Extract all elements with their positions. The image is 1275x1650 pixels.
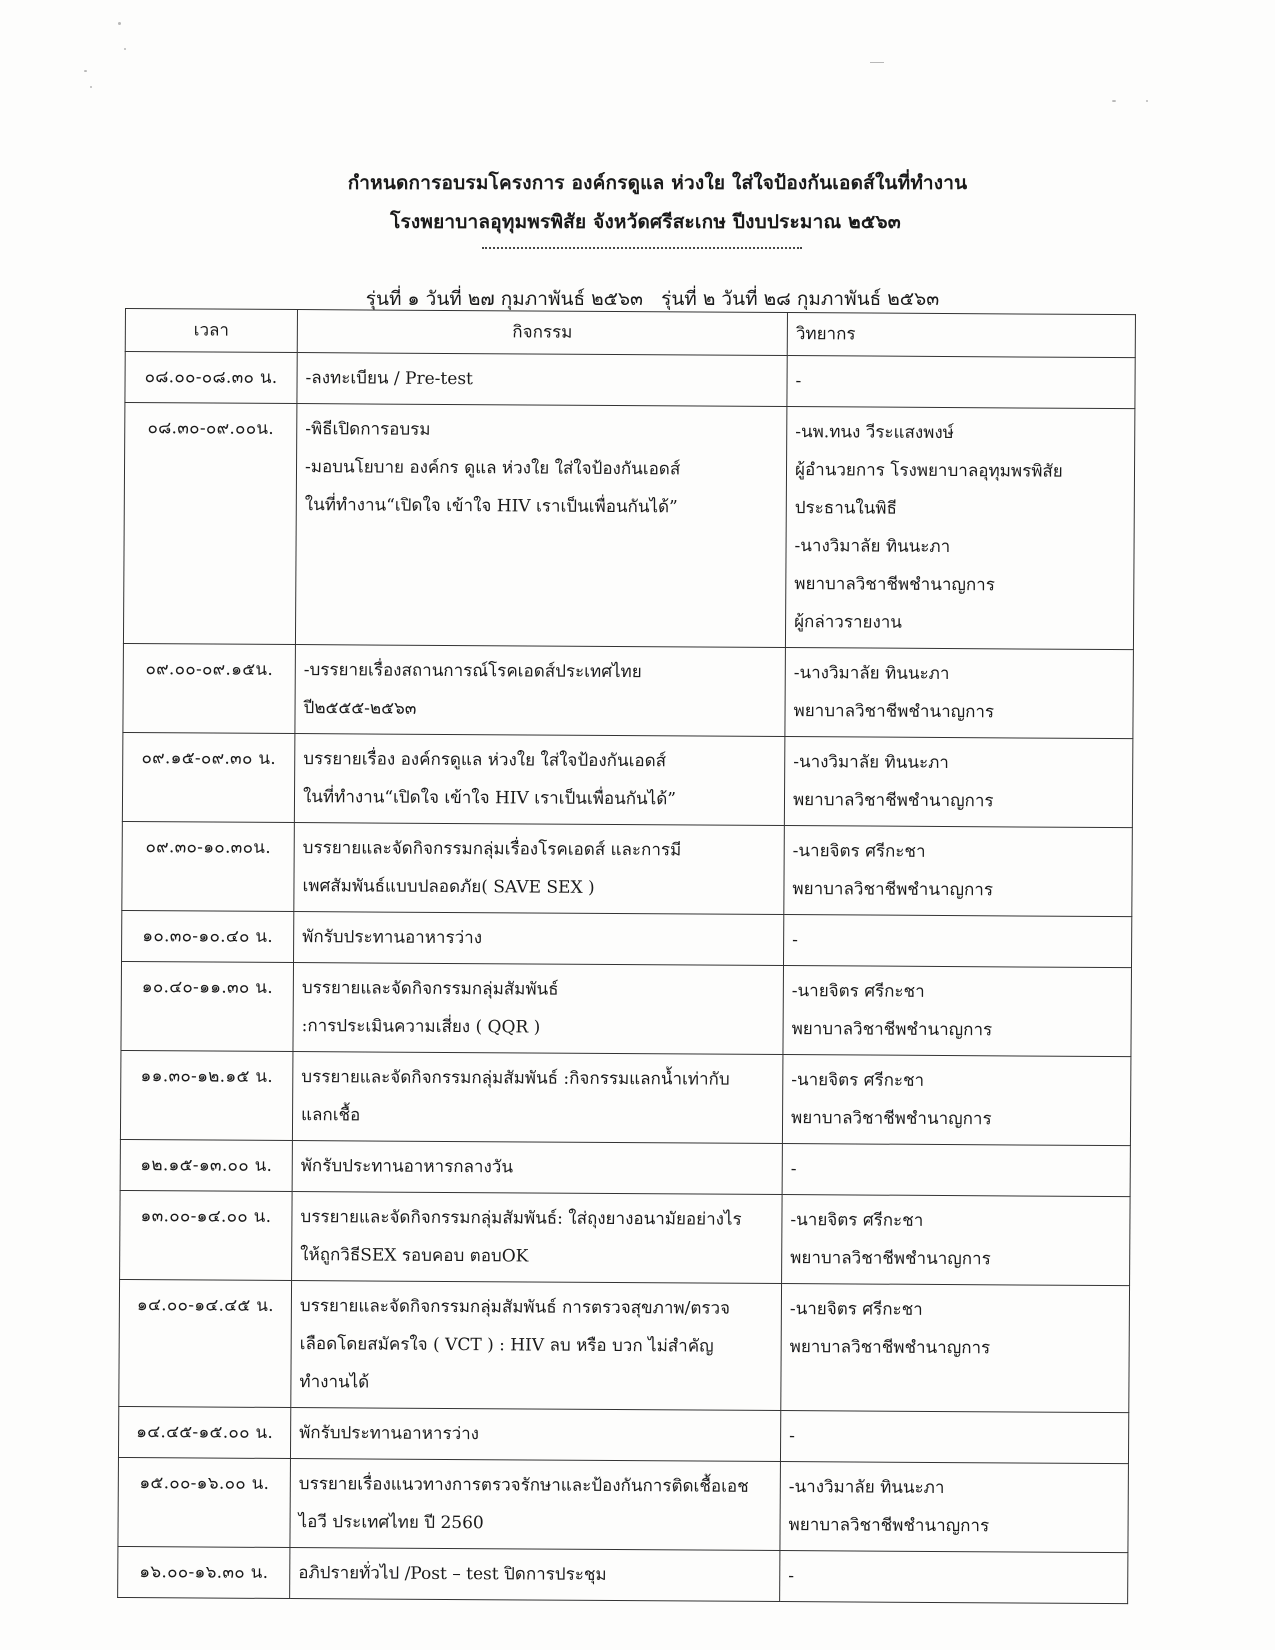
- speaker-line: ผู้อำนวยการ โรงพยาบาลอุทุมพรพิสัย: [794, 460, 1063, 482]
- time-cell: ๐๘.๐๐-๐๘.๓๐ น.: [125, 352, 297, 404]
- activity-cell: [290, 1408, 780, 1462]
- table-row: [120, 1139, 1130, 1196]
- scan-speck: [124, 48, 126, 50]
- activity-line: บรรยายและจัดกิจกรรมกลุ่มสัมพันธ์ การตรวจสุขภาพ/ตรวจ: [299, 1296, 731, 1319]
- speaker-line: -นายจิตร ศรีกะชา: [791, 1070, 925, 1091]
- table-row: [121, 961, 1132, 1056]
- scan-speck: [90, 86, 92, 88]
- dotted-separator: [482, 247, 802, 249]
- table-row: [119, 1279, 1130, 1412]
- activity-cell: [294, 912, 784, 966]
- activity-line: -มอบนโยบาย องค์กร ดูแล ห่วงใย ใส่ใจป้องกันเอดส์: [304, 457, 681, 480]
- activity-cell: [295, 645, 786, 737]
- schedule-body: [118, 352, 1136, 1604]
- table-row: [123, 643, 1134, 738]
- time-cell: ๑๒.๑๕-๑๓.๐๐ น.: [120, 1139, 292, 1191]
- speaker-cell: [782, 1195, 1131, 1286]
- scan-speck: [1146, 100, 1148, 102]
- table-header-row: [125, 309, 1135, 358]
- table-row: [120, 1050, 1131, 1145]
- activity-line: ในที่ทำงาน“เปิดใจ เข้าใจ HIV เราเป็นเพื่อนกันได้”: [304, 495, 678, 518]
- table-row: [122, 910, 1132, 967]
- schedule-table: [117, 308, 1136, 1604]
- time-cell: ๑๕.๐๐-๑๖.๐๐ น.: [118, 1457, 291, 1547]
- activity-line: เลือดโดยสมัครใจ ( VCT ) : HIV ลบ หรือ บวก ไม่สำคัญ: [299, 1334, 714, 1357]
- speaker-cell: [782, 1144, 1130, 1197]
- activity-line: :การประเมินความเสี่ยง ( QQR ): [301, 1016, 541, 1038]
- activity-line: -พิธีเปิดการอบรม: [305, 419, 431, 440]
- speaker-line: -นางวิมาลัย ทินนะภา: [793, 663, 950, 685]
- speaker-line: พยาบาลวิชาชีพชำนาญการ: [792, 879, 994, 901]
- activity-cell: [292, 1141, 782, 1195]
- activity-line: -ลงทะเบียน / Pre-test: [305, 368, 473, 390]
- time-cell: ๑๔.๐๐-๑๔.๔๕ น.: [119, 1279, 292, 1407]
- table-row: [122, 732, 1133, 827]
- table-row: [120, 1190, 1131, 1285]
- scan-speck: [84, 70, 87, 72]
- activity-line: บรรยายและจัดกิจกรรมกลุ่มสัมพันธ์ :กิจกรรมแลกน้ำเท่ากับ: [301, 1067, 730, 1090]
- speaker-cell: [780, 1411, 1128, 1464]
- document-subtitle: โรงพยาบาลอุทุมพรพิสัย จังหวัดศรีสะเกษ ปีงบประมาณ ๒๕๖๓: [390, 211, 901, 233]
- activity-line: -บรรยายเรื่องสถานการณ์โรคเอดส์ประเทศไทย: [303, 660, 642, 683]
- activity-line: บรรยายและจัดกิจกรรมกลุ่มเรื่องโรคเอดส์ และการมี: [302, 838, 682, 861]
- time-cell: ๐๙.๐๐-๐๙.๑๕น.: [123, 643, 296, 733]
- header-speaker: วิทยากร: [787, 313, 1135, 358]
- speaker-line: -นางวิมาลัย ทินนะภา: [794, 536, 951, 558]
- time-cell: ๑๓.๐๐-๑๔.๐๐ น.: [120, 1190, 293, 1280]
- activity-line: ปี๒๕๕๕-๒๕๖๓: [303, 698, 417, 719]
- activity-line: ให้ถูกวิธีSEX รอบคอบ ตอบOK: [300, 1245, 529, 1267]
- activity-cell: [294, 823, 785, 915]
- speaker-line: พยาบาลวิชาชีพชำนาญการ: [793, 701, 995, 723]
- speaker-line: พยาบาลวิชาชีพชำนาญการ: [791, 1108, 992, 1130]
- time-cell: ๑๖.๐๐-๑๖.๓๐ น.: [118, 1546, 290, 1598]
- activity-cell: [290, 1548, 780, 1602]
- activity-line: ทำงานได้: [299, 1372, 370, 1393]
- speaker-line: พยาบาลวิชาชีพชำนาญการ: [789, 1337, 991, 1359]
- batch-1-date: รุ่นที่ ๑ วันที่ ๒๗ กุมภาพันธ์ ๒๕๖๓: [365, 288, 644, 310]
- speaker-cell: [780, 1462, 1129, 1553]
- time-cell: ๑๐.๓๐-๑๐.๔๐ น.: [122, 910, 294, 962]
- table-row: [125, 352, 1135, 409]
- speaker-cell: [785, 648, 1134, 739]
- activity-line: พักรับประทานอาหารกลางวัน: [300, 1156, 514, 1178]
- batch-2-date: รุ่นที่ ๒ วันที่ ๒๘ กุมภาพันธ์ ๒๕๖๓: [661, 288, 940, 310]
- time-cell: ๐๘.๓๐-๐๙.๐๐น.: [123, 403, 296, 645]
- activity-cell: [291, 1281, 782, 1411]
- speaker-cell: [783, 966, 1132, 1057]
- speaker-line: -นายจิตร ศรีกะชา: [791, 981, 925, 1002]
- activity-cell: [290, 1459, 781, 1551]
- activity-line: เพศสัมพันธ์แบบปลอดภัย( SAVE SEX ): [302, 876, 595, 898]
- speaker-line: -นางวิมาลัย ทินนะภา: [793, 752, 949, 774]
- activity-line: อภิปรายทั่วไป /Post – test ปิดการประชุม: [298, 1563, 607, 1585]
- table-row: [122, 821, 1133, 916]
- time-cell: ๑๑.๓๐-๑๒.๑๕ น.: [120, 1050, 293, 1140]
- activity-line: ในที่ทำงาน“เปิดใจ เข้าใจ HIV เราเป็นเพื่อนกันได้”: [302, 787, 677, 810]
- activity-line: ไอวี ประเทศไทย ปี 2560: [298, 1512, 484, 1534]
- document-title: กำหนดการอบรมโครงการ องค์กรดูแล ห่วงใย ใส่ใจป้องกันเอดส์ในที่ทำงาน: [347, 172, 968, 194]
- speaker-line: ประธานในพิธี: [794, 498, 897, 519]
- scan-speck: [118, 22, 121, 25]
- activity-cell: [295, 404, 786, 648]
- header-time: เวลา: [125, 309, 297, 353]
- activity-cell: [297, 353, 787, 407]
- speaker-cell: [780, 1551, 1128, 1604]
- scan-speck: [1112, 100, 1116, 102]
- activity-cell: [294, 734, 785, 826]
- activity-line: บรรยายและจัดกิจกรรมกลุ่มสัมพันธ์: ใส่ถุงยางอนามัยอย่างไร: [300, 1207, 742, 1230]
- activity-cell: [292, 1192, 783, 1284]
- speaker-line: -: [789, 1426, 795, 1447]
- speaker-line: -นายจิตร ศรีกะชา: [789, 1299, 923, 1320]
- speaker-line: พยาบาลวิชาชีพชำนาญการ: [788, 1515, 990, 1537]
- time-cell: ๑๔.๔๕-๑๕.๐๐ น.: [118, 1406, 290, 1458]
- table-row: [123, 403, 1134, 650]
- speaker-cell: [787, 356, 1135, 409]
- table-row: [118, 1546, 1128, 1603]
- table-row: [118, 1406, 1128, 1463]
- speaker-line: ผู้กล่าวรายงาน: [794, 612, 903, 633]
- speaker-line: พยาบาลวิชาชีพชำนาญการ: [791, 1019, 993, 1041]
- speaker-line: -นายจิตร ศรีกะชา: [792, 841, 926, 862]
- speaker-line: -นพ.ทนง วีระแสงพงษ์: [795, 422, 954, 444]
- activity-line: บรรยายเรื่องแนวทางการตรวจรักษาและป้องกันการติดเชื้อเอช: [298, 1474, 749, 1497]
- activity-line: พักรับประทานอาหารว่าง: [299, 1423, 480, 1445]
- speaker-cell: [785, 407, 1134, 650]
- activity-line: พักรับประทานอาหารว่าง: [302, 927, 483, 949]
- speaker-cell: [784, 737, 1133, 828]
- header-activity: กิจกรรม: [297, 310, 787, 356]
- time-cell: ๐๙.๑๕-๐๙.๓๐ น.: [122, 732, 295, 822]
- speaker-line: พยาบาลวิชาชีพชำนาญการ: [790, 1248, 991, 1270]
- speaker-line: -: [788, 1566, 795, 1587]
- speaker-cell: [781, 1284, 1130, 1413]
- scan-speck: [870, 62, 884, 63]
- time-cell: ๐๙.๓๐-๑๐.๓๐น.: [122, 821, 295, 911]
- time-cell: ๑๐.๔๐-๑๑.๓๐ น.: [121, 961, 294, 1051]
- speaker-line: -: [790, 1159, 797, 1180]
- activity-line: บรรยายและจัดกิจกรรมกลุ่มสัมพันธ์: [301, 978, 559, 1000]
- speaker-line: -นางวิมาลัย ทินนะภา: [788, 1477, 945, 1499]
- activity-line: แลกเชื้อ: [301, 1105, 361, 1126]
- speaker-line: พยาบาลวิชาชีพชำนาญการ: [794, 574, 995, 596]
- speaker-cell: [784, 826, 1133, 917]
- speaker-line: -: [792, 930, 798, 951]
- speaker-line: พยาบาลวิชาชีพชำนาญการ: [792, 790, 994, 812]
- speaker-line: -นายจิตร ศรีกะชา: [790, 1210, 924, 1231]
- table-row: [118, 1457, 1129, 1552]
- speaker-line: -: [795, 371, 802, 392]
- activity-line: บรรยายเรื่อง องค์กรดูแล ห่วงใย ใส่ใจป้องกันเอดส์: [303, 749, 667, 772]
- activity-cell: [292, 1052, 783, 1144]
- speaker-cell: [783, 915, 1131, 968]
- activity-cell: [293, 963, 784, 1055]
- speaker-cell: [782, 1055, 1131, 1146]
